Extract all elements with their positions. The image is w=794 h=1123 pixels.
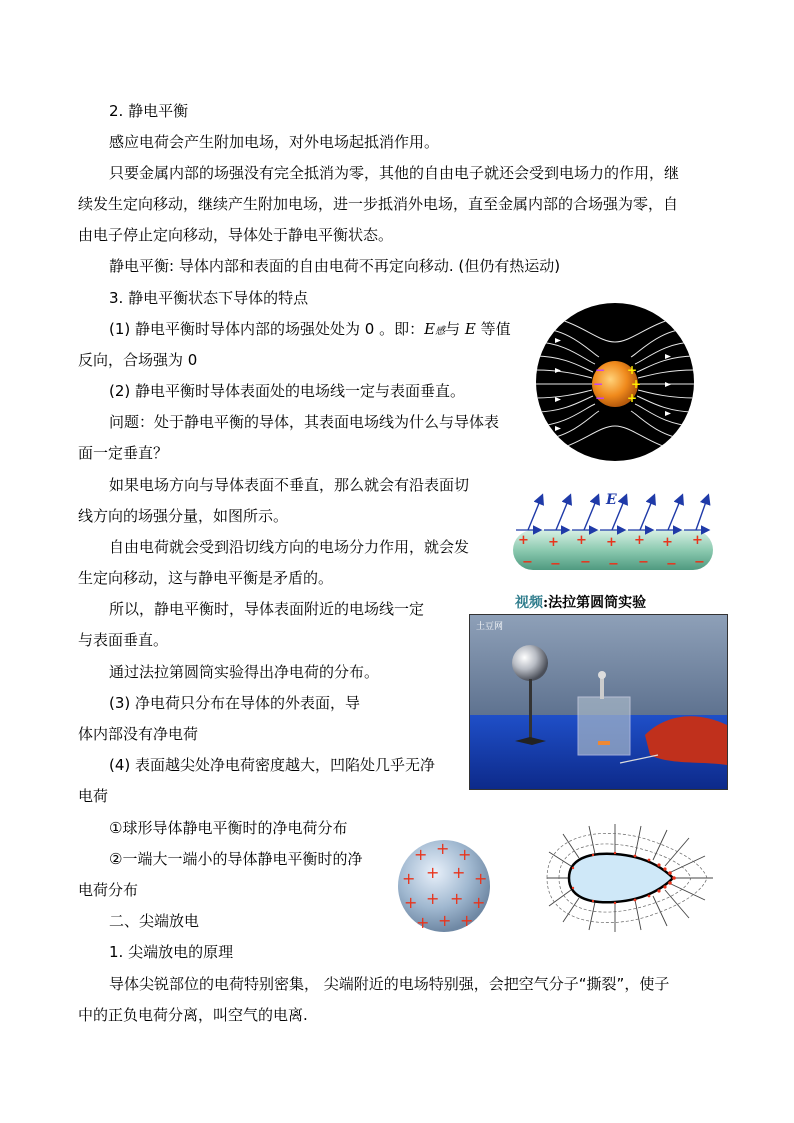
definition-line: 静电平衡: 导体内部和表面的自由电荷不再定向移动. (但仍有热运动) <box>109 257 561 275</box>
svg-text:+: + <box>634 533 645 548</box>
svg-text:−: − <box>595 391 606 405</box>
video-still <box>470 615 727 789</box>
svg-text:+: + <box>450 889 464 908</box>
svg-text:−: − <box>522 555 533 570</box>
svg-text:−: − <box>608 557 619 572</box>
field-arrows <box>528 496 708 530</box>
text-line: 通过法拉第圆筒实验得出净电荷的分布。 <box>109 663 380 681</box>
text-line: 所以，静电平衡时，导体表面附近的电场线一定 <box>109 600 425 618</box>
text-segment: 与 <box>445 320 465 338</box>
text-line: 只要金属内部的场强没有完全抵消为零，其他的自由电子就还会受到电场力的作用，继 <box>109 164 680 182</box>
text-line: 体内部没有净电荷 <box>78 725 199 743</box>
svg-text:+: + <box>436 839 450 858</box>
svg-text:+: + <box>402 869 416 888</box>
text-line: 与表面垂直。 <box>78 631 169 649</box>
svg-text:+: + <box>662 535 673 550</box>
svg-text:+: + <box>474 869 488 888</box>
text-line-feature-1 <box>109 319 511 342</box>
sphere-charge-figure <box>396 838 492 934</box>
tangential-field-figure <box>510 488 716 574</box>
conductor-body <box>569 854 673 903</box>
svg-text:+: + <box>460 911 474 930</box>
video-watermark: 土豆网 <box>476 622 504 632</box>
text-line: 生定向移动，这与静电平衡是矛盾的。 <box>78 569 334 587</box>
text-segment: 等值 <box>475 320 511 338</box>
field-E-label: E <box>606 492 617 508</box>
svg-text:+: + <box>518 533 529 548</box>
text-line: 反向，合场强为 0 <box>78 351 198 369</box>
svg-text:−: − <box>694 555 705 570</box>
text-line-feature-3: (3) 净电荷只分布在导体的外表面，导 <box>109 694 361 712</box>
video-label: 视频 <box>515 595 543 611</box>
sphere-field-figure <box>535 302 695 462</box>
svg-text:+: + <box>426 863 440 882</box>
svg-text:+: + <box>404 893 418 912</box>
video-player[interactable] <box>469 614 728 790</box>
svg-text:+: + <box>458 845 472 864</box>
text-line: 如果电场方向与导体表面不垂直，那么就会有沿表面切 <box>109 476 470 494</box>
svg-text:−: − <box>666 557 677 572</box>
text-line: ①球形导体静电平衡时的净电荷分布 <box>109 819 348 837</box>
svg-text:−: − <box>593 377 604 391</box>
symbol-E: E <box>464 320 476 338</box>
text-segment: (1) 静电平衡时导体内部的场强处处为 0 。即： <box>109 320 425 338</box>
section-heading-3: 3. 静电平衡状态下导体的特点 <box>109 289 309 307</box>
section-heading-2: 2. 静电平衡 <box>109 102 189 120</box>
text-line-feature-4: (4) 表面越尖处净电荷密度越大，凹陷处几乎无净 <box>109 756 436 774</box>
text-line: 线方向的场强分量，如图所示。 <box>78 507 289 525</box>
video-title: :法拉第圆筒实验 <box>543 595 647 611</box>
svg-text:+: + <box>576 533 587 548</box>
text-line: ②一端大一端小的导体静电平衡时的净 <box>109 850 363 868</box>
text-line: 自由电荷就会受到沿切线方向的电场分力作用，就会发 <box>109 538 470 556</box>
svg-text:+: + <box>627 363 638 377</box>
svg-text:+: + <box>416 913 430 932</box>
text-line: 电荷 <box>78 787 109 805</box>
text-line: 续发生定向移动，继续产生附加电场，进一步抵消外电场，直至金属内部的合场强为零，自 <box>78 195 679 213</box>
subscript: 感 <box>435 326 446 337</box>
symbol-E: E <box>424 320 436 338</box>
text-line: 面一定垂直？ <box>78 444 169 462</box>
text-line: 中的正负电荷分离，叫空气的电离. <box>78 1006 308 1024</box>
section-heading-tip-discharge: 二、尖端放电 <box>109 912 200 930</box>
svg-text:+: + <box>438 911 452 930</box>
svg-text:+: + <box>631 377 642 391</box>
svg-text:+: + <box>606 535 617 550</box>
svg-text:−: − <box>550 557 561 572</box>
svg-text:+: + <box>414 845 428 864</box>
svg-text:−: − <box>580 555 591 570</box>
svg-text:+: + <box>692 533 703 548</box>
svg-text:+: + <box>452 863 466 882</box>
video-caption <box>515 592 646 612</box>
svg-text:+: + <box>426 889 440 908</box>
svg-text:+: + <box>548 535 559 550</box>
svg-text:+: + <box>627 391 638 405</box>
text-line: 导体尖锐部位的电荷特别密集， 尖端附近的电场特别强，会把空气分子“撕裂”，使子 <box>109 975 670 993</box>
text-line: 电荷分布 <box>78 881 139 899</box>
pointed-conductor-figure <box>545 822 715 934</box>
subsection-heading: 1. 尖端放电的原理 <box>109 943 234 961</box>
svg-text:−: − <box>638 555 649 570</box>
svg-text:+: + <box>472 893 486 912</box>
text-line: 问题：处于静电平衡的导体，其表面电场线为什么与导体表 <box>109 413 500 431</box>
text-line: 感应电荷会产生附加电场，对外电场起抵消作用。 <box>109 133 440 151</box>
text-line-feature-2: (2) 静电平衡时导体表面处的电场线一定与表面垂直。 <box>109 382 466 400</box>
svg-text:−: − <box>595 363 606 377</box>
text-line: 由电子停止定向移动，导体处于静电平衡状态。 <box>78 226 394 244</box>
